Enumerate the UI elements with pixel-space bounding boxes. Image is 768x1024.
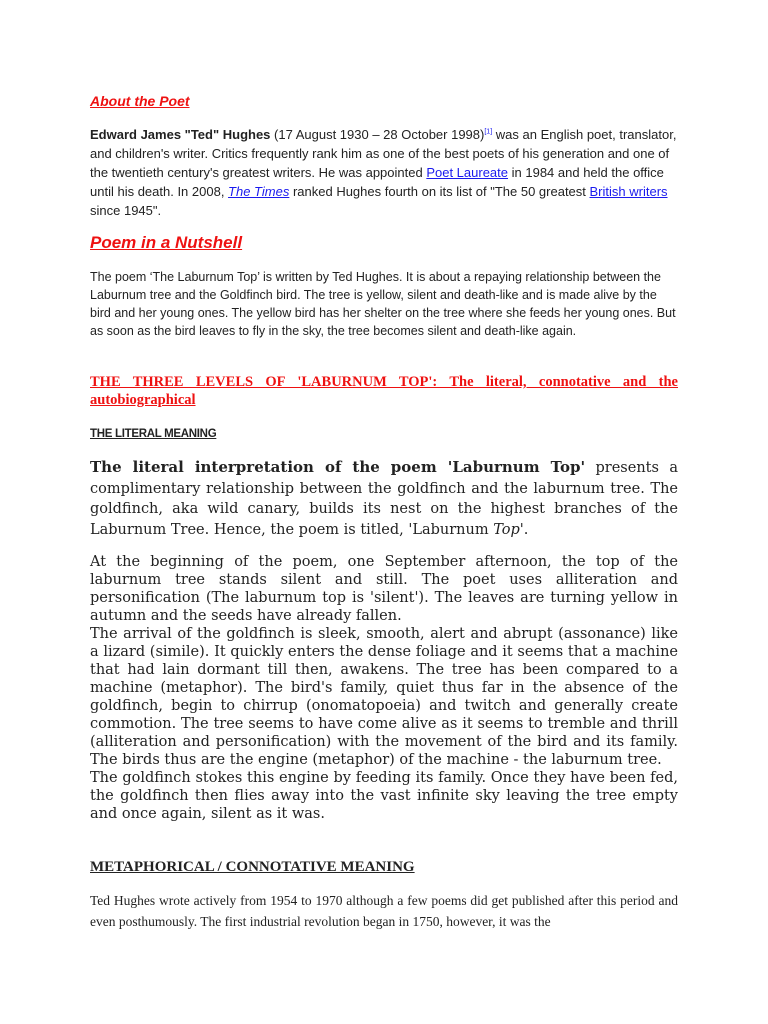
poet-name: Edward James "Ted" Hughes xyxy=(90,127,271,142)
bio-text-4: since 1945". xyxy=(90,203,162,218)
about-heading: About the Poet xyxy=(90,93,190,109)
metaphorical-paragraph: Ted Hughes wrote actively from 1954 to 1970 although a few poems did get published after this period and even posthumously. The first industrial revolution began in 1750, however, it was the xyxy=(90,893,678,929)
literal-intro-end: '. xyxy=(519,521,529,538)
literal-paragraph-arrival: The arrival of the goldfinch is sleek, smooth, alert and abrupt (assonance) like a lizard (simile). It quickly enters the dense foliage and it seems that a machine that had lain dormant till then, awakens. The tree has been compared to a machine (metaphor). The bird's family, quiet thus far in the absence of the goldfinch, begin to chirrup (onomatopoeia) and twitch and generally create commotion. The tree seems to have come alive as it seems to tremble and thrill (alliteration and personification) with the movement of the bird and its family. The birds thus are the engine (metaphor) of the machine - the laburnum tree. xyxy=(90,626,678,768)
literal-intro-top: Top xyxy=(493,521,520,538)
citation-ref-link[interactable]: [1] xyxy=(484,128,493,136)
nutshell-paragraph: The poem ‘The Laburnum Top’ is written by Ted Hughes. It is about a repaying relationship between the Laburnum tree and the Goldfinch bird. The tree is yellow, silent and death-like and is made alive by the bird and her young ones. The yellow bird has her shelter on the tree where she feeds her young ones. But as soon as the bird leaves to fly in the sky, the tree becomes silent and death-like again. xyxy=(90,270,676,338)
three-levels-heading: THE THREE LEVELS OF 'LABURNUM TOP': The literal, connotative and the autobiographical xyxy=(90,374,678,408)
metaphorical-heading: METAPHORICAL / CONNOTATIVE MEANING xyxy=(90,859,415,875)
bio-text-3: ranked Hughes fourth on its list of "The 50 greatest xyxy=(289,184,590,199)
bio-paragraph xyxy=(90,125,678,220)
poet-dates: (17 August 1930 – 28 October 1998) xyxy=(270,127,485,142)
literal-intro-paragraph xyxy=(90,457,678,540)
british-writers-link[interactable]: British writers xyxy=(589,184,668,199)
the-times-link[interactable]: The Times xyxy=(228,184,290,199)
literal-meaning-heading: THE LITERAL MEANING xyxy=(90,428,217,440)
bio-text-1: was an English poet, translator, and children's writer. Critics frequently rank him as one of the best poets of his generation and one of the twentieth century's greatest writers. He was appointed xyxy=(90,127,677,180)
literal-body xyxy=(90,553,678,823)
literal-intro-rest: presents a complimentary relationship between the goldfinch and the laburnum tree. The goldfinch, aka wild canary, builds its nest on the highest branches of the Laburnum Tree. Hence, the poem is titled, 'Laburnum xyxy=(90,460,678,538)
poet-laureate-link[interactable]: Poet Laureate xyxy=(426,165,509,180)
literal-paragraph-beginning: At the beginning of the poem, one September afternoon, the top of the laburnum tree stands silent and still. The poet uses alliteration and personification (The laburnum top is 'silent'). The leaves are turning yellow in autumn and the seeds have already fallen. xyxy=(90,554,678,624)
nutshell-heading: Poem in a Nutshell xyxy=(90,233,243,252)
literal-paragraph-stokes: The goldfinch stokes this engine by feeding its family. Once they have been fed, the goldfinch then flies away into the vast infinite sky leaving the tree empty and once again, silent as it was. xyxy=(90,770,678,822)
bio-text-2: in 1984 and held the office until his death. In 2008, xyxy=(90,165,664,199)
literal-intro-lead: The literal interpretation of the poem 'Laburnum Top' xyxy=(90,458,586,476)
